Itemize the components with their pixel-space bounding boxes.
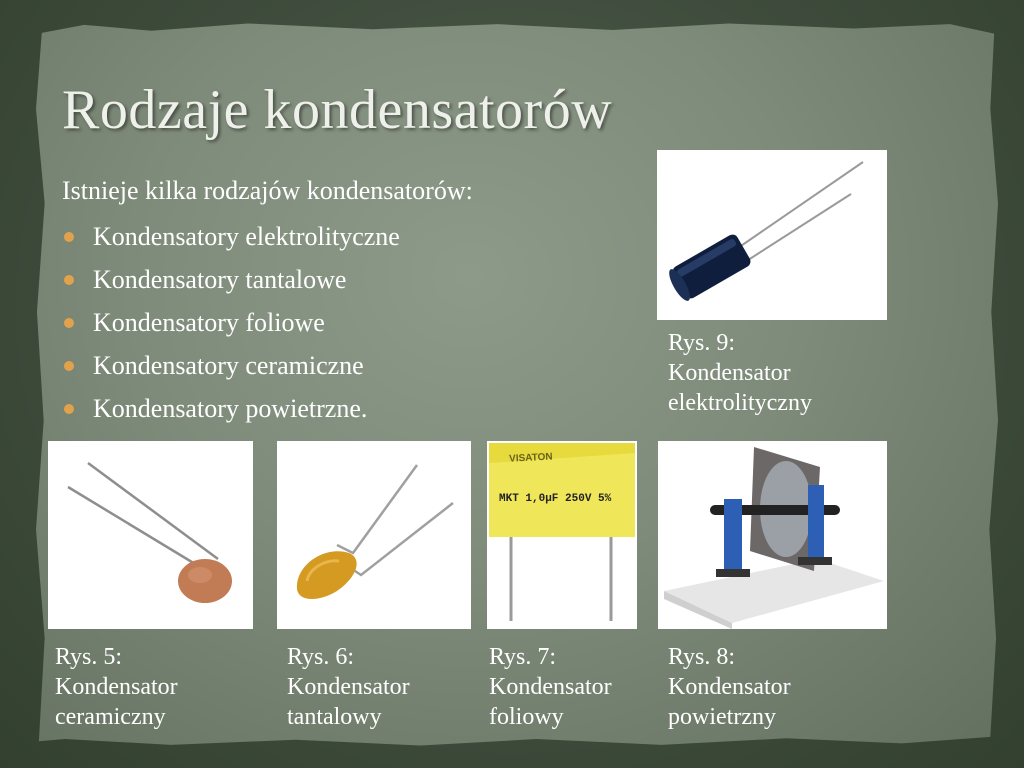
figure-8-number: Rys. 8: [668, 644, 736, 670]
figure-7-number: Rys. 7: [489, 644, 557, 670]
figure-7-type: foliowy [489, 704, 564, 730]
figure-8-caption [668, 642, 791, 732]
figure-7-label: Kondensator [489, 674, 612, 700]
figure-9-type: elektrolityczny [668, 390, 812, 416]
bullet-dot-icon [64, 275, 74, 285]
figure-5-number: Rys. 5: [55, 644, 123, 670]
film-capacitor-brand-print: VISATON [508, 451, 553, 465]
figure-5-caption [55, 642, 178, 732]
figure-6-caption [287, 642, 410, 732]
bullet-text: Kondensatory elektrolityczne [93, 222, 400, 251]
figure-5-label: Kondensator [55, 674, 178, 700]
figure-8-label: Kondensator [668, 674, 791, 700]
bullet-text: Kondensatory tantalowe [93, 265, 347, 294]
figure-6-label: Kondensator [287, 674, 410, 700]
bullet-item [62, 218, 400, 261]
bullet-item [62, 261, 400, 304]
figure-6-number: Rys. 6: [287, 644, 355, 670]
bullet-list [62, 218, 400, 433]
film-capacitor-value-print: MKT 1,0µF 250V 5% [499, 493, 612, 505]
figure-8-type: powietrzny [668, 704, 776, 730]
air-capacitor-image [658, 441, 887, 629]
bullet-dot-icon [64, 361, 74, 371]
electrolytic-capacitor-image [657, 150, 887, 320]
bullet-item [62, 347, 400, 390]
tantalum-capacitor-image [277, 441, 471, 629]
bullet-dot-icon [64, 318, 74, 328]
film-capacitor-image [487, 441, 637, 629]
bullet-dot-icon [64, 232, 74, 242]
figure-7-caption [489, 642, 612, 732]
figure-9-number: Rys. 9: [668, 330, 736, 356]
ceramic-capacitor-image [48, 441, 253, 629]
figure-6-type: tantalowy [287, 704, 382, 730]
bullet-text: Kondensatory foliowe [93, 308, 325, 337]
bullet-item [62, 304, 400, 347]
bullet-item [62, 390, 400, 433]
slide-title: Rodzaje kondensatorów [62, 79, 613, 141]
figure-9-caption [668, 328, 812, 418]
bullet-text: Kondensatory ceramiczne [93, 351, 364, 380]
figure-9-label: Kondensator [668, 360, 791, 386]
figure-5-type: ceramiczny [55, 704, 166, 730]
bullet-dot-icon [64, 404, 74, 414]
intro-text: Istnieje kilka rodzajów kondensatorów: [62, 176, 473, 205]
bullet-text: Kondensatory powietrzne. [93, 394, 368, 423]
